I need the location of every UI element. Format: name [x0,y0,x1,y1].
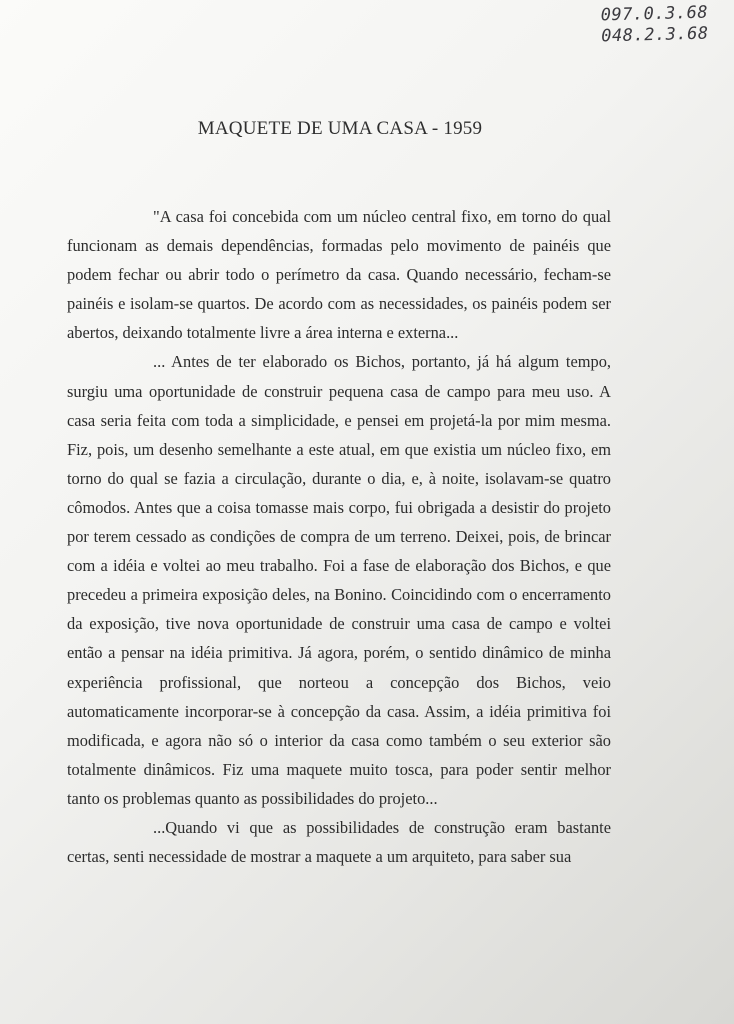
paragraph-3: ...Quando vi que as possibilidades de construção eram bastante certas, senti necessidade de mostrar a maquete a um arquiteto, para saber sua [67,817,611,867]
handwritten-code-1: 097.0.3.68 [600,2,708,26]
handwritten-code-2: 048.2.3.68 [600,23,709,47]
paragraph-2: ... Antes de ter elaborado os Bichos, portanto, já há algum tempo, surgiu uma oportunidade de construir pequena casa de campo para meu uso. A casa seria feita com toda a simplicidade, e pensei em projetá-la por mim mesma. Fiz, pois, um desenho semelhante a este atual, em que existia um núcleo fixo, em torno do qual se fazia a circulação, durante o dia, e, à noite, isolavam-se quatro cômodos. Antes que a coisa tomasse mais corpo, fui obrigada a desistir do projeto por terem cessado as condições de compra de um terreno. Deixei, pois, de brincar com a idéia e voltei ao meu trabalho. Foi a fase de elaboração dos Bichos, e que precedeu a primeira exposição deles, na Bonino. Coincidindo com o encerramento da exposição, tive nova oportunidade de construir uma casa de campo e voltei então a pensar na idéia primitiva. Já agora, porém, o sentido dinâmico de minha experiência profissional, que norteou a concepção dos Bichos, veio automaticamente incorporar-se à concepção da casa. Assim, a idéia primitiva foi modificada, e agora não só o interior da casa como também o seu exterior são totalmente dinâmicos. Fiz uma maquete muito tosca, para poder sentir melhor tanto os problemas quanto as possibilidades do projeto... [67,352,611,808]
paragraph-1: "A casa foi concebida com um núcleo central fixo, em torno do qual funcionam as demais dependências, formadas pelo movimento de painéis que podem fechar ou abrir todo o perímetro da casa. Quando necessário, fecham-se painéis e isolam-se quartos. De acordo com as necessidades, os painéis podem ser abertos, deixando totalmente livre a área interna e externa... [67,207,611,343]
handwritten-annotation [600,3,708,48]
document-title: MAQUETE DE UMA CASA - 1959 [197,118,483,139]
document-body [67,202,611,871]
